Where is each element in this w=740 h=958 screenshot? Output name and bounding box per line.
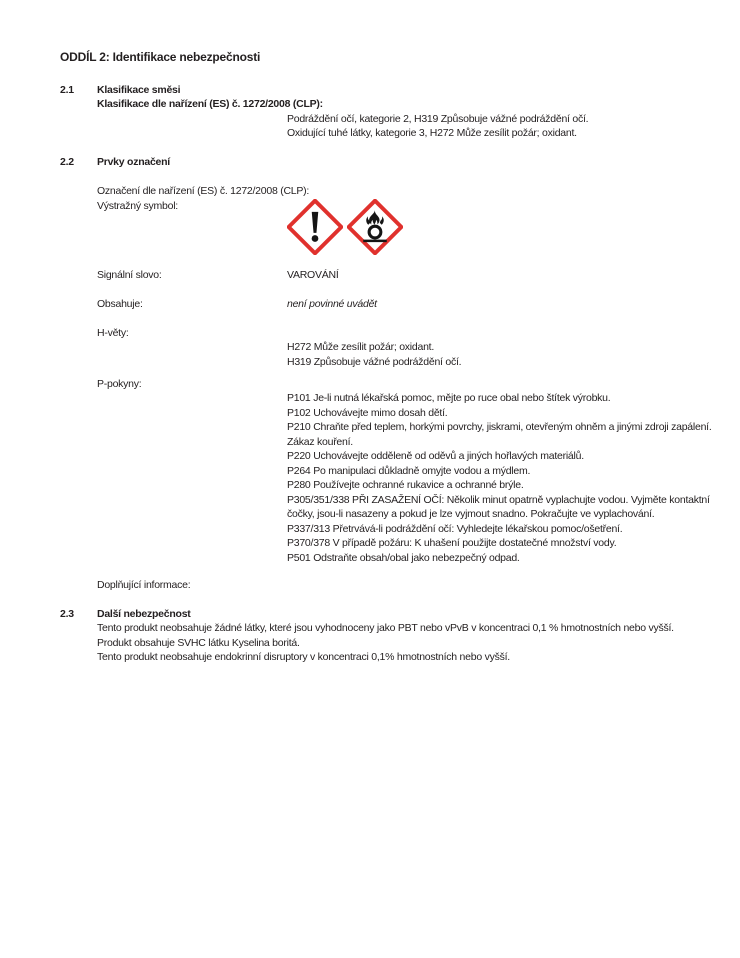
- additional-info-label: Doplňující informace:: [97, 578, 191, 591]
- h-statement: H272 Může zesílit požár; oxidant.: [287, 341, 434, 353]
- p-statement: P210 Chraňte před teplem, horkými povrchy, jiskrami, otevřeným ohněm a jinými zdroji zapálení. Zákaz kouření.: [287, 421, 712, 448]
- section-2-3-title: Další nebezpečnost: [97, 607, 191, 620]
- p-statement: P337/313 Přetrvává-li podráždění očí: Vyhledejte lékařskou pomoc/ošetření.: [287, 522, 623, 535]
- p-statement: P501 Odstraňte obsah/obal jako nebezpečný odpad.: [287, 551, 520, 564]
- p-statements-list: [287, 391, 732, 565]
- p-statement: P305/351/338 PŘI ZASAŽENÍ OČÍ: Několik minut opatrně vyplachujte vodou. Vyjměte kontaktní čočky, jsou-li nasazeny a pokud je lze vyjmout snadno. Pokračujte ve vyplachování.: [287, 493, 710, 520]
- section-2-1-title: Klasifikace směsi: [97, 83, 181, 96]
- p-statement: P101 Je-li nutná lékařská pomoc, mějte po ruce obal nebo štítek výrobku.: [287, 392, 611, 404]
- classification-entry: Podráždění očí, kategorie 2, H319 Způsobuje vážné podráždění očí.: [287, 112, 589, 125]
- contains-label: Obsahuje:: [97, 297, 143, 310]
- ghs03-oxidizer-icon: [347, 199, 403, 255]
- section-2-1-number: 2.1: [60, 83, 74, 96]
- signal-word-value: VAROVÁNÍ: [287, 268, 339, 281]
- signal-word-row: [97, 268, 732, 283]
- section-2-3-number: 2.3: [60, 607, 74, 620]
- h-statements-list: [287, 340, 732, 369]
- h-statements-block: [97, 326, 732, 370]
- section-2-3: [60, 607, 732, 665]
- h-statement: H319 Způsobuje vážné podráždění očí.: [287, 355, 462, 368]
- p-statement: P280 Používejte ochranné rukavice a ochranné brýle.: [287, 479, 524, 491]
- ghs07-exclamation-icon: [287, 199, 343, 255]
- classification-list: [287, 112, 732, 141]
- section-2-1: [60, 83, 732, 141]
- section-heading: ODDÍL 2: Identifikace nebezpečnosti: [60, 50, 261, 64]
- p-statement: P264 Po manipulaci důkladně omyjte vodou a mýdlem.: [287, 464, 531, 477]
- section-2-2: [60, 155, 732, 592]
- h-statements-label: H-věty:: [97, 326, 129, 339]
- contains-row: [97, 297, 732, 312]
- p-statement: P220 Uchovávejte odděleně od oděvů a jiných hořlavých materiálů.: [287, 450, 584, 462]
- section-2-2-title: Prvky označení: [97, 156, 170, 168]
- label-regulation-line: Označení dle nařízení (ES) č. 1272/2008 (CLP):: [97, 185, 310, 197]
- p-statement: P102 Uchovávejte mimo dosah dětí.: [287, 406, 448, 419]
- p-statement: P370/378 V případě požáru: K uhašení použijte dostatečné množství vody.: [287, 537, 617, 549]
- ghs-pictograms: [287, 199, 732, 255]
- contains-value: není povinné uvádět: [287, 297, 377, 310]
- signal-word-label: Signální slovo:: [97, 268, 162, 281]
- classification-entry: Oxidující tuhé látky, kategorie 3, H272 Může zesílit požár; oxidant.: [287, 127, 577, 139]
- warning-symbol-label: Výstražný symbol:: [97, 199, 178, 212]
- section-2-2-number: 2.2: [60, 156, 74, 168]
- other-hazards-line: Tento produkt neobsahuje žádné látky, které jsou vyhodnoceny jako PBT nebo vPvB v koncentraci 0,1 % hmotnostních nebo vyšší.: [97, 622, 674, 634]
- other-hazards-line: Produkt obsahuje SVHC látku Kyselina boritá.: [97, 636, 300, 649]
- warning-symbol-row: [97, 199, 732, 255]
- other-hazards-line: Tento produkt neobsahuje endokrinní disruptory v koncentraci 0,1% hmotnostních nebo vyšší.: [97, 651, 510, 663]
- p-statements-block: [97, 377, 732, 566]
- classification-regulation-subtitle: Klasifikace dle nařízení (ES) č. 1272/2008 (CLP):: [97, 98, 323, 110]
- p-statements-label: P-pokyny:: [97, 377, 142, 390]
